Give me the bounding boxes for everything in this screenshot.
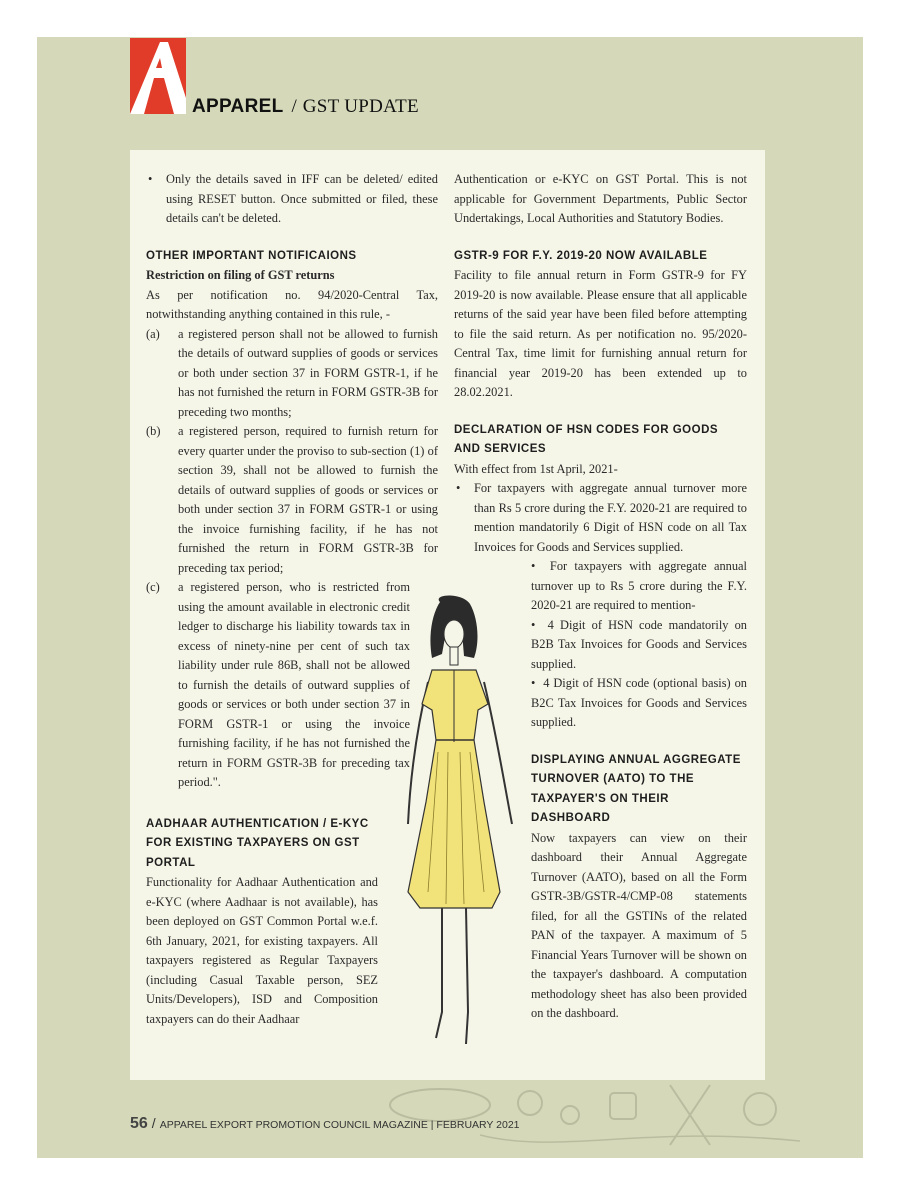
section-title (192, 96, 419, 118)
paragraph-aato: Now taxpayers can view on their dashboard their Annual Aggregate Turnover (AATO), based on all the Form GSTR-3B/GSTR-4/CMP-08 statements filed, for all the GSTINs of the related PAN of the taxpayer. A maximum of 5 Financial Years Turnover will be shown on the taxpayer's dashboard. A computation methodology sheet has also been provided on the dashboard. (531, 830, 747, 1020)
heading-gstr9: GSTR-9 FOR F.Y. 2019-20 NOW AVAILABLE (454, 249, 708, 262)
list-item: • 4 Digit of HSN code mandatorily on B2B Tax Invoices for Goods and Services supplied. (531, 617, 747, 671)
subheading-restriction: Restriction on filing of GST returns (146, 268, 335, 282)
paragraph-notification: As per notification no. 94/2020-Central Tax, notwithstanding anything contained in this rule, - (146, 287, 438, 321)
heading-hsn: DECLARATION OF HSN CODES FOR GOODS AND SERVICES (454, 423, 719, 455)
brand-label: APPAREL (192, 96, 284, 117)
footer-slash: / (151, 1115, 156, 1131)
heading-aato: DISPLAYING ANNUAL AGGREGATE TURNOVER (AATO) TO THE TAXPAYER'S ON THEIR DASHBOARD (531, 753, 741, 824)
section-label: GST UPDATE (302, 96, 419, 117)
intro-bullet-text: Only the details saved in IFF can be deleted/ edited using RESET button. Once submitted or filed, these details can't be deleted. (166, 172, 438, 225)
page-number: 56 (130, 1115, 148, 1132)
list-item-c: (c) a registered person, who is restricted from using the amount available in electronic credit ledger to discharge his liability towards tax in excess of ninety-nine per cent of such tax liability under rule 86B, shall not be allowed to furnish the details of outward supplies of goods or services or both under section 37 in FORM GSTR-1 or using the invoice furnishing facility, if he has not furnished the return in FORM GSTR-3B for preceding tax period.". (146, 580, 410, 789)
magazine-logo (130, 38, 186, 114)
list-item: • For taxpayers with aggregate annual turnover up to Rs 5 crore during the F.Y. 2020-21 are required to mention- (531, 559, 747, 612)
list-item: • For taxpayers with aggregate annual turnover more than Rs 5 crore during the F.Y. 2020-21 are required to mention mandatorily 6 Digit of HSN code on all Tax Invoices for Goods and Services supplied. (456, 481, 747, 554)
paragraph-aadhaar: Functionality for Aadhaar Authentication and e-KYC (where Aadhaar is not available), has been deployed on GST Common Portal w.e.f. 6th January, 2021, for existing taxpayers. All taxpayers registered as Regular Taxpayers (including Casual Taxable person, SEZ Units/Developers), ISD and Composition taxpayers can do their Aadhaar (146, 875, 378, 1026)
heading-aadhaar: AADHAAR AUTHENTICATION / E-KYC FOR EXISTING TAXPAYERS ON GST PORTAL (146, 817, 369, 869)
list-item-b: (b) a registered person, required to furnish return for every quarter under the proviso to sub-section (1) of section 39, shall not be allowed to furnish the details of outward supplies of goods or services or both under section 37 in FORM GSTR-1 or using the invoice furnishing facility, if he has not furnished the return in FORM GSTR-3B for preceding tax period; (146, 424, 438, 575)
title-separator: / (291, 96, 297, 117)
paragraph-aadhaar-cont: Authentication or e-KYC on GST Portal. This is not applicable for Government Departments, Public Sector Undertakings, Local Authorities and Statutory Bodies. (454, 172, 747, 225)
list-item-a: (a) a registered person shall not be allowed to furnish the details of outward supplies of goods or services or both under section 37 in FORM GSTR-1, if he has not furnished the return in FORM GSTR-3B for preceding two months; (146, 326, 438, 419)
list-item: • Only the details saved in IFF can be deleted/ edited using RESET button. Once submitted or filed, these details can't be deleted. (148, 172, 438, 225)
list-item: • 4 Digit of HSN code (optional basis) on B2C Tax Invoices for Goods and Services supplied. (531, 676, 747, 729)
paragraph-hsn-intro: With effect from 1st April, 2021- (454, 461, 618, 476)
paragraph-gstr9: Facility to file annual return in Form GSTR-9 for FY 2019-20 is now available. Please ensure that all applicable returns of the said year have been filed before attempting to file the said return. As per notification no. 95/2020-Central Tax, time limit for furnishing annual return for financial year 2019-20 has been extended up to 28.02.2021. (454, 268, 747, 399)
heading-other-notifications: OTHER IMPORTANT NOTIFICAIONS (146, 249, 357, 262)
footer-text: APPAREL EXPORT PROMOTION COUNCIL MAGAZINE | FEBRUARY 2021 (159, 1119, 520, 1131)
fashion-illustration-icon (392, 592, 524, 1062)
logo-letter-a-icon (130, 38, 186, 114)
page-footer (130, 1115, 520, 1133)
